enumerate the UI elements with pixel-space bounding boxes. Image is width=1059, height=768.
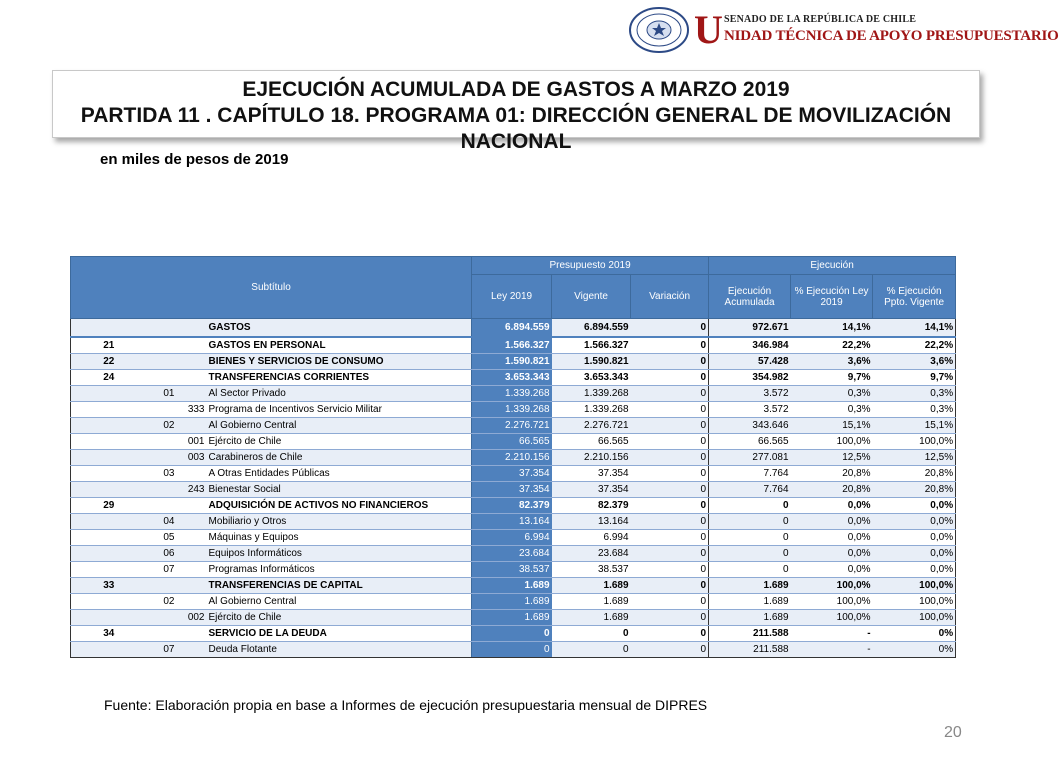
slide-title-box (52, 70, 980, 153)
cell-item (147, 578, 177, 594)
header-pct-vigente: % Ejecución Ppto. Vigente (873, 275, 956, 319)
cell-variacion: 0 (631, 434, 709, 450)
cell-item: 06 (147, 546, 177, 562)
cell-vigente: 23.684 (552, 546, 631, 562)
cell-asignacion (177, 514, 207, 530)
header-ejec-acumulada: Ejecución Acumulada (709, 275, 791, 319)
slide-subtitle: PARTIDA 11 . CAPÍTULO 18. PROGRAMA 01: DIRECCIÓN GENERAL DE MOVILIZACIÓN NACIONAL (80, 104, 952, 153)
cell-vigente: 2.276.721 (552, 418, 631, 434)
cell-pct-ejecucion-ley: 0,3% (791, 402, 873, 418)
cell-ley-2019: 1.590.821 (472, 354, 552, 370)
cell-item (147, 354, 177, 370)
cell-ejecucion-acumulada: 211.588 (709, 626, 791, 642)
cell-denominacion: Al Sector Privado (207, 386, 472, 402)
cell-asignacion (177, 319, 207, 338)
cell-ejecucion-acumulada: 354.982 (709, 370, 791, 386)
cell-pct-ejecucion-ley: 20,8% (791, 466, 873, 482)
cell-pct-ejecucion-vigente: 9,7% (873, 370, 956, 386)
header-vigente: Vigente (552, 275, 631, 319)
cell-subtitulo: 21 (71, 337, 147, 354)
cell-ejecucion-acumulada: 7.764 (709, 482, 791, 498)
cell-pct-ejecucion-vigente: 0,3% (873, 402, 956, 418)
cell-denominacion: Carabineros de Chile (207, 450, 472, 466)
header-presupuesto: Presupuesto 2019 (472, 257, 709, 275)
cell-denominacion: Programas Informáticos (207, 562, 472, 578)
cell-ejecucion-acumulada: 0 (709, 562, 791, 578)
cell-denominacion: TRANSFERENCIAS DE CAPITAL (207, 578, 472, 594)
cell-subtitulo (71, 594, 147, 610)
cell-vigente: 1.339.268 (552, 402, 631, 418)
budget-table-body (71, 319, 956, 658)
cell-ley-2019: 0 (472, 642, 552, 658)
cell-item (147, 626, 177, 642)
cell-ley-2019: 6.894.559 (472, 319, 552, 338)
table-row (71, 402, 956, 418)
cell-pct-ejecucion-ley: 100,0% (791, 434, 873, 450)
cell-pct-ejecucion-vigente: 15,1% (873, 418, 956, 434)
cell-denominacion: ADQUISICIÓN DE ACTIVOS NO FINANCIEROS (207, 498, 472, 514)
cell-item (147, 498, 177, 514)
cell-pct-ejecucion-vigente: 100,0% (873, 594, 956, 610)
header-subtitulo: Subtítulo (71, 257, 472, 319)
cell-denominacion: BIENES Y SERVICIOS DE CONSUMO (207, 354, 472, 370)
cell-vigente: 37.354 (552, 482, 631, 498)
table-row (71, 578, 956, 594)
cell-vigente: 38.537 (552, 562, 631, 578)
cell-ley-2019: 38.537 (472, 562, 552, 578)
cell-vigente: 2.210.156 (552, 450, 631, 466)
cell-pct-ejecucion-ley: 14,1% (791, 319, 873, 338)
cell-pct-ejecucion-ley: 15,1% (791, 418, 873, 434)
senado-seal-icon (628, 6, 690, 54)
table-row (71, 337, 956, 354)
cell-ejecucion-acumulada: 3.572 (709, 402, 791, 418)
cell-subtitulo (71, 319, 147, 338)
cell-subtitulo: 34 (71, 626, 147, 642)
cell-vigente: 1.339.268 (552, 386, 631, 402)
cell-vigente: 82.379 (552, 498, 631, 514)
cell-asignacion (177, 386, 207, 402)
cell-subtitulo: 33 (71, 578, 147, 594)
cell-subtitulo (71, 546, 147, 562)
cell-ley-2019: 23.684 (472, 546, 552, 562)
cell-pct-ejecucion-ley: 9,7% (791, 370, 873, 386)
cell-asignacion: 003 (177, 450, 207, 466)
cell-pct-ejecucion-ley: - (791, 626, 873, 642)
cell-asignacion (177, 354, 207, 370)
cell-vigente: 3.653.343 (552, 370, 631, 386)
cell-pct-ejecucion-ley: 0,0% (791, 498, 873, 514)
cell-variacion: 0 (631, 450, 709, 466)
cell-ley-2019: 13.164 (472, 514, 552, 530)
cell-pct-ejecucion-vigente: 20,8% (873, 482, 956, 498)
cell-pct-ejecucion-ley: 20,8% (791, 482, 873, 498)
cell-pct-ejecucion-ley: - (791, 642, 873, 658)
cell-item: 02 (147, 594, 177, 610)
table-row (71, 498, 956, 514)
cell-item (147, 402, 177, 418)
cell-denominacion: Al Gobierno Central (207, 594, 472, 610)
cell-ley-2019: 2.276.721 (472, 418, 552, 434)
cell-asignacion (177, 418, 207, 434)
cell-ley-2019: 1.689 (472, 578, 552, 594)
cell-variacion: 0 (631, 319, 709, 338)
cell-item (147, 434, 177, 450)
cell-item (147, 482, 177, 498)
cell-pct-ejecucion-ley: 0,0% (791, 514, 873, 530)
cell-item (147, 450, 177, 466)
cell-subtitulo (71, 450, 147, 466)
cell-denominacion: Bienestar Social (207, 482, 472, 498)
cell-subtitulo: 24 (71, 370, 147, 386)
slide-title: EJECUCIÓN ACUMULADA DE GASTOS A MARZO 2019 (242, 78, 790, 101)
cell-asignacion (177, 594, 207, 610)
cell-ejecucion-acumulada: 0 (709, 498, 791, 514)
cell-ejecucion-acumulada: 0 (709, 546, 791, 562)
cell-subtitulo: 22 (71, 354, 147, 370)
cell-denominacion: SERVICIO DE LA DEUDA (207, 626, 472, 642)
cell-pct-ejecucion-ley: 3,6% (791, 354, 873, 370)
cell-denominacion: Equipos Informáticos (207, 546, 472, 562)
table-row (71, 354, 956, 370)
cell-vigente: 1.566.327 (552, 337, 631, 354)
cell-ejecucion-acumulada: 7.764 (709, 466, 791, 482)
cell-asignacion: 333 (177, 402, 207, 418)
cell-asignacion (177, 466, 207, 482)
cell-pct-ejecucion-ley: 0,0% (791, 530, 873, 546)
cell-pct-ejecucion-ley: 100,0% (791, 578, 873, 594)
table-row (71, 319, 956, 338)
cell-subtitulo (71, 514, 147, 530)
cell-item: 03 (147, 466, 177, 482)
cell-ejecucion-acumulada: 343.646 (709, 418, 791, 434)
cell-denominacion: Máquinas y Equipos (207, 530, 472, 546)
header-ejecucion: Ejecución (709, 257, 956, 275)
cell-variacion: 0 (631, 626, 709, 642)
cell-variacion: 0 (631, 546, 709, 562)
cell-subtitulo (71, 562, 147, 578)
cell-variacion: 0 (631, 354, 709, 370)
table-row (71, 386, 956, 402)
cell-variacion: 0 (631, 370, 709, 386)
cell-asignacion (177, 578, 207, 594)
table-row (71, 594, 956, 610)
cell-asignacion: 243 (177, 482, 207, 498)
cell-ejecucion-acumulada: 1.689 (709, 578, 791, 594)
cell-pct-ejecucion-vigente: 22,2% (873, 337, 956, 354)
cell-item (147, 610, 177, 626)
cell-ley-2019: 37.354 (472, 482, 552, 498)
table-row (71, 450, 956, 466)
units-note: en miles de pesos de 2019 (100, 151, 289, 168)
cell-denominacion: TRANSFERENCIAS CORRIENTES (207, 370, 472, 386)
cell-ejecucion-acumulada: 972.671 (709, 319, 791, 338)
cell-pct-ejecucion-ley: 100,0% (791, 610, 873, 626)
table-row (71, 546, 956, 562)
cell-pct-ejecucion-vigente: 0% (873, 642, 956, 658)
cell-pct-ejecucion-ley: 0,0% (791, 546, 873, 562)
cell-variacion: 0 (631, 594, 709, 610)
cell-denominacion: Programa de Incentivos Servicio Militar (207, 402, 472, 418)
cell-pct-ejecucion-vigente: 14,1% (873, 319, 956, 338)
cell-subtitulo (71, 530, 147, 546)
cell-pct-ejecucion-vigente: 12,5% (873, 450, 956, 466)
table-row (71, 626, 956, 642)
cell-pct-ejecucion-vigente: 0,0% (873, 562, 956, 578)
page-number: 20 (944, 724, 962, 741)
cell-ejecucion-acumulada: 66.565 (709, 434, 791, 450)
cell-pct-ejecucion-vigente: 0,3% (873, 386, 956, 402)
cell-variacion: 0 (631, 642, 709, 658)
cell-denominacion: GASTOS EN PERSONAL (207, 337, 472, 354)
header-variacion: Variación (631, 275, 709, 319)
budget-table (70, 256, 956, 658)
cell-ley-2019: 1.339.268 (472, 402, 552, 418)
cell-pct-ejecucion-ley: 12,5% (791, 450, 873, 466)
cell-variacion: 0 (631, 337, 709, 354)
senado-logo (628, 6, 1059, 54)
cell-ejecucion-acumulada: 1.689 (709, 610, 791, 626)
cell-pct-ejecucion-vigente: 3,6% (873, 354, 956, 370)
cell-denominacion: Al Gobierno Central (207, 418, 472, 434)
cell-item (147, 319, 177, 338)
cell-ley-2019: 2.210.156 (472, 450, 552, 466)
cell-variacion: 0 (631, 386, 709, 402)
cell-variacion: 0 (631, 610, 709, 626)
header-pct-ley: % Ejecución Ley 2019 (791, 275, 873, 319)
cell-pct-ejecucion-vigente: 100,0% (873, 434, 956, 450)
cell-pct-ejecucion-vigente: 0,0% (873, 546, 956, 562)
cell-vigente: 1.689 (552, 578, 631, 594)
cell-subtitulo (71, 402, 147, 418)
cell-pct-ejecucion-vigente: 20,8% (873, 466, 956, 482)
cell-ejecucion-acumulada: 57.428 (709, 354, 791, 370)
cell-ley-2019: 3.653.343 (472, 370, 552, 386)
cell-item: 02 (147, 418, 177, 434)
cell-pct-ejecucion-ley: 100,0% (791, 594, 873, 610)
header-ley: Ley 2019 (472, 275, 552, 319)
cell-denominacion: Deuda Flotante (207, 642, 472, 658)
cell-item: 07 (147, 642, 177, 658)
cell-ley-2019: 1.566.327 (472, 337, 552, 354)
cell-vigente: 37.354 (552, 466, 631, 482)
cell-item: 01 (147, 386, 177, 402)
cell-ejecucion-acumulada: 3.572 (709, 386, 791, 402)
cell-ley-2019: 66.565 (472, 434, 552, 450)
cell-denominacion: Ejército de Chile (207, 434, 472, 450)
cell-pct-ejecucion-ley: 22,2% (791, 337, 873, 354)
cell-ley-2019: 37.354 (472, 466, 552, 482)
table-row (71, 434, 956, 450)
cell-pct-ejecucion-ley: 0,3% (791, 386, 873, 402)
cell-vigente: 6.894.559 (552, 319, 631, 338)
cell-variacion: 0 (631, 530, 709, 546)
cell-variacion: 0 (631, 562, 709, 578)
cell-vigente: 1.689 (552, 594, 631, 610)
cell-ejecucion-acumulada: 211.588 (709, 642, 791, 658)
cell-ley-2019: 1.689 (472, 610, 552, 626)
cell-asignacion (177, 530, 207, 546)
cell-ley-2019: 82.379 (472, 498, 552, 514)
cell-ley-2019: 1.339.268 (472, 386, 552, 402)
cell-pct-ejecucion-vigente: 0% (873, 626, 956, 642)
cell-vigente: 1.689 (552, 610, 631, 626)
cell-variacion: 0 (631, 466, 709, 482)
cell-variacion: 0 (631, 514, 709, 530)
cell-vigente: 1.590.821 (552, 354, 631, 370)
cell-subtitulo (71, 642, 147, 658)
cell-ejecucion-acumulada: 346.984 (709, 337, 791, 354)
cell-ley-2019: 1.689 (472, 594, 552, 610)
cell-variacion: 0 (631, 498, 709, 514)
cell-ejecucion-acumulada: 277.081 (709, 450, 791, 466)
cell-asignacion (177, 562, 207, 578)
cell-denominacion: A Otras Entidades Públicas (207, 466, 472, 482)
cell-vigente: 66.565 (552, 434, 631, 450)
cell-subtitulo (71, 418, 147, 434)
cell-denominacion: Ejército de Chile (207, 610, 472, 626)
table-row (71, 642, 956, 658)
cell-ley-2019: 0 (472, 626, 552, 642)
cell-item: 05 (147, 530, 177, 546)
cell-vigente: 0 (552, 642, 631, 658)
cell-asignacion (177, 337, 207, 354)
table-row (71, 610, 956, 626)
cell-subtitulo (71, 386, 147, 402)
cell-item (147, 370, 177, 386)
cell-asignacion: 001 (177, 434, 207, 450)
table-row (71, 562, 956, 578)
source-note: Fuente: Elaboración propia en base a Informes de ejecución presupuestaria mensual de DIPRES (104, 697, 708, 713)
cell-denominacion: Mobiliario y Otros (207, 514, 472, 530)
cell-asignacion (177, 642, 207, 658)
cell-ley-2019: 6.994 (472, 530, 552, 546)
cell-asignacion (177, 546, 207, 562)
cell-vigente: 0 (552, 626, 631, 642)
cell-vigente: 6.994 (552, 530, 631, 546)
cell-subtitulo: 29 (71, 498, 147, 514)
logo-senado-text: SENADO DE LA REPÚBLICA DE CHILE (724, 14, 917, 25)
cell-asignacion (177, 626, 207, 642)
table-row (71, 370, 956, 386)
logo-letter: U (694, 7, 723, 52)
cell-subtitulo (71, 610, 147, 626)
table-row (71, 514, 956, 530)
cell-variacion: 0 (631, 418, 709, 434)
cell-item: 07 (147, 562, 177, 578)
cell-vigente: 13.164 (552, 514, 631, 530)
cell-item (147, 337, 177, 354)
cell-pct-ejecucion-vigente: 100,0% (873, 578, 956, 594)
cell-asignacion: 002 (177, 610, 207, 626)
cell-pct-ejecucion-vigente: 100,0% (873, 610, 956, 626)
cell-variacion: 0 (631, 402, 709, 418)
table-row (71, 482, 956, 498)
cell-ejecucion-acumulada: 0 (709, 530, 791, 546)
cell-asignacion (177, 370, 207, 386)
cell-subtitulo (71, 434, 147, 450)
cell-subtitulo (71, 466, 147, 482)
cell-denominacion: GASTOS (207, 319, 472, 338)
cell-pct-ejecucion-vigente: 0,0% (873, 514, 956, 530)
table-row (71, 466, 956, 482)
cell-subtitulo (71, 482, 147, 498)
cell-item: 04 (147, 514, 177, 530)
cell-variacion: 0 (631, 578, 709, 594)
cell-pct-ejecucion-vigente: 0,0% (873, 498, 956, 514)
cell-pct-ejecucion-ley: 0,0% (791, 562, 873, 578)
table-row (71, 530, 956, 546)
cell-asignacion (177, 498, 207, 514)
cell-variacion: 0 (631, 482, 709, 498)
logo-unidad-text: NIDAD TÉCNICA DE APOYO PRESUPUESTARIO (724, 28, 1059, 44)
table-row (71, 418, 956, 434)
cell-ejecucion-acumulada: 1.689 (709, 594, 791, 610)
cell-ejecucion-acumulada: 0 (709, 514, 791, 530)
cell-pct-ejecucion-vigente: 0,0% (873, 530, 956, 546)
